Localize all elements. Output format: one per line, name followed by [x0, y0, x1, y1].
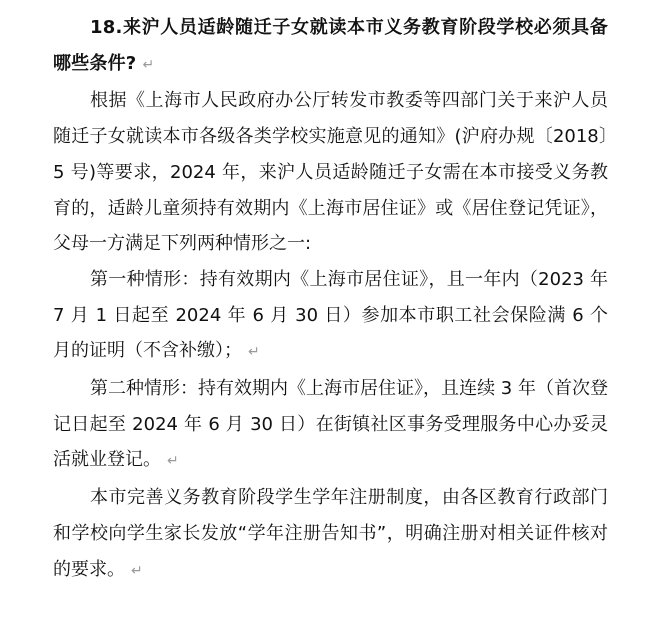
paragraph-mark-icon: ↵	[142, 56, 155, 73]
paragraph-registration	[53, 480, 608, 589]
paragraph-text: 第二种情形：持有效期内《上海市居住证》，且连续 3 年（首次登记日起至 2024 年 6 月 30 日）在街镇社区事务受理服务中心办妥灵活就业登记。	[53, 378, 608, 471]
paragraph-text: 根据《上海市人民政府办公厅转发市教委等四部门关于来沪人员随迁子女就读本市各级各类学校实施意见的通知》(沪府办规〔2018〕5 号)等要求，2024 年，来沪人员适龄随迁子女需在本市接受义务教育的，适龄儿童须持有效期内《上海市居住证》或《居住登记凭证》，父母一方满足下列两种情形之一:	[53, 90, 608, 255]
paragraph-text: 本市完善义务教育阶段学生学年注册制度，由各区教育行政部门和学校向学生家长发放“学年注册告知书”，明确注册对相关证件核对的要求。	[53, 487, 608, 580]
paragraph-case-two	[53, 371, 608, 480]
paragraph-mark-icon: ↵	[131, 562, 143, 579]
paragraph-text: 第一种情形：持有效期内《上海市居住证》，且一年内（2023 年 7 月 1 日起至 2024 年 6 月 30 日）参加本市职工社会保险满 6 个月的证明（不含补缴）；	[53, 268, 608, 362]
paragraph-case-one	[53, 262, 608, 371]
paragraph-mark-icon: ↵	[248, 344, 260, 361]
heading-text: 18.来沪人员适龄随迁子女就读本市义务教育阶段学校必须具备哪些条件?	[53, 17, 608, 74]
question-heading	[53, 10, 608, 83]
paragraph-mark-icon: ↵	[167, 453, 179, 470]
paragraph-policy-basis	[53, 83, 608, 262]
